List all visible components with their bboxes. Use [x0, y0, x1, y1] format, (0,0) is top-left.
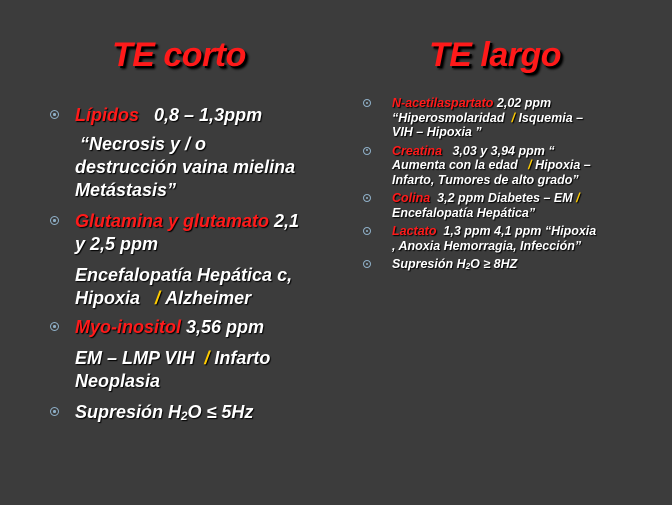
- metabolite-name: Colina: [392, 191, 431, 205]
- supresion-pre: Supresión H: [75, 402, 182, 422]
- list-item-supresion-largo: [360, 257, 660, 275]
- list-item-supresion: [48, 401, 338, 428]
- metabolite-name: Myo-inositol: [75, 317, 181, 337]
- supresion-sub: 2: [465, 262, 471, 272]
- supresion-post: O ≤ 5Hz: [187, 402, 254, 422]
- bullet-icon: [50, 322, 59, 331]
- slash-mark: /: [155, 288, 161, 308]
- glutamina-desc-2: [48, 287, 338, 310]
- bullet-icon: [50, 110, 59, 119]
- list-item-glutamina: [48, 210, 338, 256]
- metabolite-value: 2,1: [274, 211, 300, 231]
- creatina-line-3: Infarto, Tumores de alto grado”: [392, 172, 579, 187]
- metabolite-value: 3,56 ppm: [186, 317, 265, 337]
- list-item-colina: [360, 191, 660, 220]
- creatina-line-2b: Hipoxia –: [535, 158, 591, 172]
- lipidos-desc-2: destrucción vaina mielina: [75, 157, 296, 177]
- colina-line-2: Encefalopatía Hepática”: [392, 205, 536, 220]
- metabolite-name: Lípidos: [75, 105, 139, 125]
- lipidos-desc-3: Metástasis”: [75, 180, 177, 200]
- metabolite-value: 3,03 y 3,94 ppm “: [452, 143, 555, 158]
- bullet-icon: [50, 216, 59, 225]
- bullet-icon: [363, 260, 371, 268]
- list-item-naa: [360, 96, 660, 140]
- naa-line-2a: “Hiperosmolaridad: [392, 110, 505, 125]
- metabolite-name: Creatina: [392, 143, 443, 158]
- myo-desc-1: [48, 347, 338, 370]
- myo-desc-2: Neoplasia: [75, 371, 161, 391]
- creatina-line-2a: Aumenta con la edad: [392, 158, 518, 172]
- supresion-pre: Supresión H: [392, 257, 466, 271]
- slash-mark: /: [576, 191, 580, 205]
- myo-desc-1b: Infarto: [214, 348, 271, 368]
- naa-line-3: VIH – Hipoxia ”: [392, 125, 482, 139]
- title-te-largo: TE largo: [429, 36, 562, 74]
- metabolite-name: Lactato: [392, 224, 437, 238]
- metabolite-value-2: y 2,5 ppm: [75, 234, 159, 254]
- slash-mark: /: [528, 158, 532, 172]
- metabolite-value: 3,2 ppm Diabetes – EM: [437, 191, 573, 205]
- slash-mark: /: [204, 348, 210, 368]
- slash-mark: /: [511, 110, 515, 125]
- bullet-icon: [50, 407, 59, 416]
- myo-desc-1a: EM – LMP VIH: [75, 348, 195, 368]
- list-item-lactato: [360, 224, 660, 253]
- naa-line-2b: Isquemia –: [518, 110, 584, 125]
- lipidos-desc-1: “Necrosis y / o: [80, 134, 207, 154]
- metabolite-value: 0,8 – 1,3ppm: [154, 105, 263, 125]
- supresion-sub: 2: [181, 409, 188, 423]
- bullet-icon: [363, 194, 371, 202]
- bullet-icon: [363, 99, 371, 107]
- bullet-icon: [363, 227, 371, 235]
- supresion-post: O ≥ 8HZ: [470, 257, 518, 271]
- list-item-lipidos: [48, 104, 338, 127]
- list-item-myo-inositol: [48, 316, 338, 339]
- glutamina-desc-2b: Alzheimer: [165, 288, 252, 308]
- te-corto-list: [48, 104, 338, 428]
- list-item-creatina: [360, 144, 660, 188]
- glutamina-desc-2a: Hipoxia: [75, 288, 141, 308]
- bullet-icon: [363, 147, 371, 155]
- metabolite-value: 2,02 ppm: [496, 96, 552, 110]
- metabolite-value: 1,3 ppm 4,1 ppm “Hipoxia: [443, 224, 597, 238]
- te-largo-list: [360, 96, 660, 275]
- title-te-corto: TE corto: [112, 36, 246, 74]
- glutamina-desc-1: Encefalopatía Hepática c,: [75, 265, 293, 285]
- metabolite-name: N-acetilaspartato: [392, 96, 494, 110]
- metabolite-name: Glutamina y glutamato: [75, 211, 270, 231]
- lactato-line-2: , Anoxia Hemorragia, Infección”: [392, 238, 582, 253]
